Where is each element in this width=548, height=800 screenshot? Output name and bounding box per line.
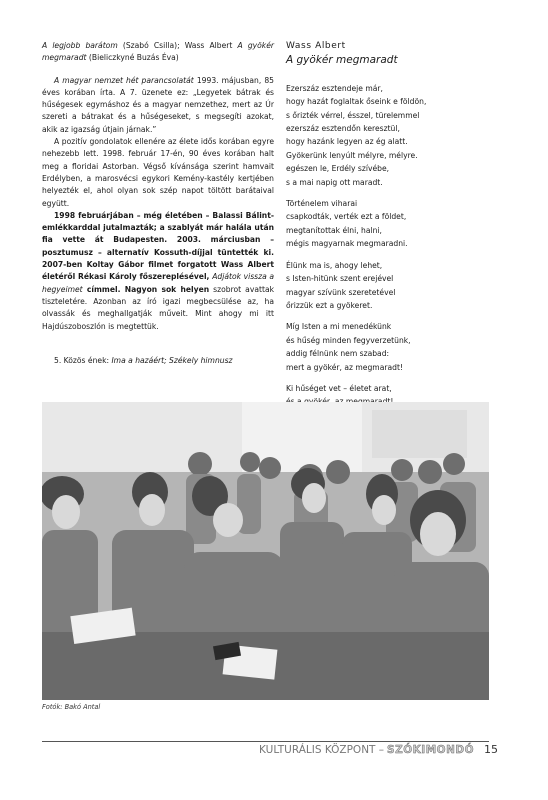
page-number: 15 <box>484 743 498 756</box>
paragraph-text: szobrot avattak tiszteletére. Azonban az író igazi megbecsülése az, ha olvassák és meghallgatják műveit. Mint ahogy mi itt Hajdúszoboszlón is megtettük. <box>42 284 274 331</box>
program-item-song <box>42 355 274 367</box>
poem-line: egészen le, Erdély szívébe, <box>286 164 390 174</box>
poem-line: hogy hazát foglaltak őseink e földön, <box>286 97 427 107</box>
reciter-text: (Szabó Csilla); Wass Albert <box>117 41 238 50</box>
poem-line: s őrizték vérrel, ésszel, türelemmel <box>286 110 420 120</box>
poem-line: s Isten-hitünk szent erejével <box>286 274 394 284</box>
poem-line: Míg Isten a mi menedékünk <box>286 322 392 332</box>
poem-line: ezerszáz esztendőn keresztül, <box>286 124 400 134</box>
poem-line: Gyökerünk lenyúlt mélyre, mélyre. <box>286 150 418 160</box>
footer-divider <box>42 741 489 742</box>
work-title: A legjobb barátom <box>42 41 118 50</box>
work-title: A magyar nemzet hét parancsolatát <box>54 75 194 85</box>
poem-line: Ki hűséget vet – életet arat, <box>286 383 392 393</box>
page-footer <box>259 743 498 756</box>
film-title: Adjátok vissza a hegyeimet <box>42 272 274 294</box>
poem-line: hogy hazánk legyen az ég alatt. <box>286 137 408 147</box>
program-item-poems <box>42 40 274 65</box>
item-label: 5. Közös ének: <box>54 355 112 365</box>
bold-text: címmel. Nagyon sok helyen <box>82 284 210 294</box>
photo-credit: Fotók: Bakó Antal <box>42 703 101 711</box>
paragraph-text: 1993. májusban, 85 éves korában írta. A 7. üzenete ez: „Legyetek bátrak és hűségesek egymáshoz és a magyar nemzethez, mert az Úr szereti a bátrakat és a hűségeseket, s megsegíti azokat, akik az igazság útjain járnak.” <box>42 75 274 134</box>
poem-line: csapkodták, verték ezt a földet, <box>286 212 407 222</box>
footer-brand: SZÓKIMONDÓ <box>387 744 474 756</box>
poem-author: Wass Albert <box>286 41 346 51</box>
paragraph <box>42 75 274 136</box>
audience-photo-illustration <box>42 402 489 700</box>
paragraph: A pozitív gondolatok ellenére az élete idős korában egyre nehezebb lett. 1998. február 17-én, 90 éves korában halt meg a floridai Astorban. Végső kívánsága szerint hamvait Erdélyben, a marosvécsi egykori Kemény-kastély kertjében helyezték el, ahol olyan sok szép napot töltött barátaival együtt. <box>42 137 274 208</box>
song-titles: Ima a hazáért; Székely himnusz <box>111 355 233 365</box>
poem-line: s a mai napig ott maradt. <box>286 177 383 187</box>
poem-line: őrizzük ezt a gyökeret. <box>286 300 373 310</box>
poem-stanza <box>286 82 516 189</box>
poem-line: megtanítottak élni, halni, <box>286 225 382 235</box>
poem-line: mégis magyarnak megmaradni. <box>286 239 408 249</box>
poem-title: A gyökér megmaradt <box>286 54 398 67</box>
poem-line: mert a gyökér, az megmaradt! <box>286 362 403 372</box>
poem-line: Történelem viharai <box>286 199 358 209</box>
poem-column <box>286 40 516 417</box>
poem-line: Ezerszáz esztendeje már, <box>286 83 383 93</box>
poem-line: Élünk ma is, ahogy lehet, <box>286 260 383 270</box>
poem-stanza <box>286 320 516 374</box>
poem-line: és hűség minden fegyverzetünk, <box>286 335 411 345</box>
event-photo <box>42 402 489 700</box>
poem-line: magyar szívünk szeretetével <box>286 287 396 297</box>
poem-stanza <box>286 197 516 251</box>
paragraph <box>42 210 274 333</box>
poem-line: addig félnünk nem szabad: <box>286 349 390 359</box>
reciter-text: (Bieliczkyné Buzás Éva) <box>86 53 179 63</box>
bold-text: 1998 februárjában – még életében – Balassi Bálint-emlékkarddal jutalmazták; a szablyát már halála után fia vette át Budapesten. 2003. márciusban – posztumusz – alternatív Kossuth-díjjal tüntették ki. 2007-ben Koltay Gábor filmet forgatott Wass Albert életéről Rékasi Károly főszereplésével, <box>42 210 274 282</box>
article-column <box>42 40 274 367</box>
footer-publisher: KULTURÁLIS KÖZPONT – <box>259 744 385 756</box>
work-title: A gyökér megmaradt <box>42 41 274 63</box>
poem-stanza <box>286 259 516 313</box>
